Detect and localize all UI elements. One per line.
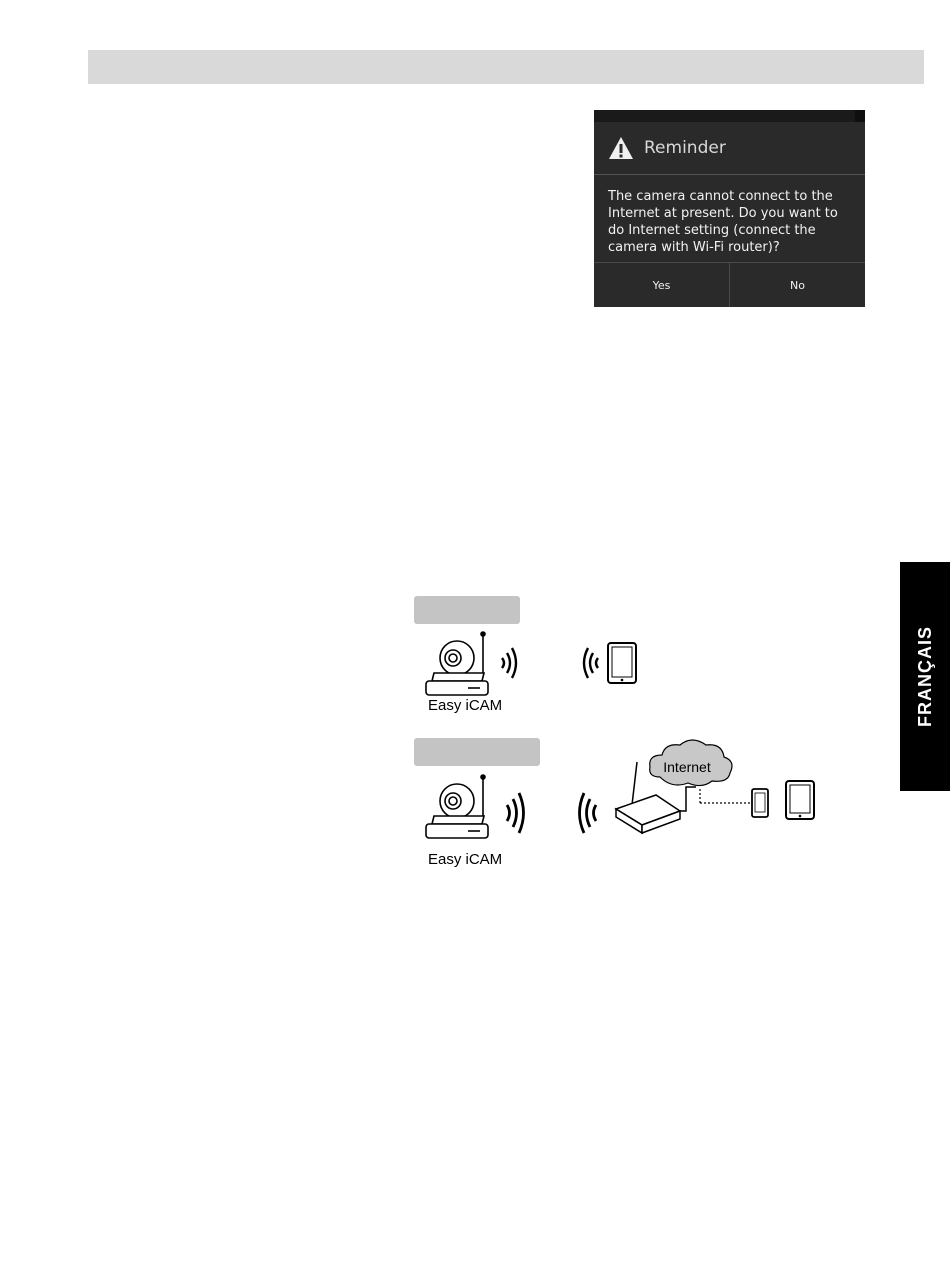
dialog-buttons — [594, 262, 865, 307]
reminder-dialog — [594, 110, 865, 307]
wifi-waves-icon — [584, 648, 598, 678]
wifi-waves-icon — [507, 793, 524, 833]
camera-label: Easy iCAM — [428, 697, 503, 714]
tablet-icon — [608, 643, 636, 683]
warning-icon — [608, 136, 634, 160]
cloud-label: Internet — [663, 759, 711, 775]
yes-button[interactable]: Yes — [652, 278, 671, 292]
dialog-title: Reminder — [644, 138, 726, 158]
connection-diagram — [410, 625, 850, 865]
language-tab — [900, 562, 950, 791]
dialog-title-row — [594, 122, 865, 175]
dialog-top-strip — [594, 110, 865, 122]
wifi-waves-icon — [502, 648, 516, 678]
camera-icon — [426, 775, 488, 838]
mode-label-pill-direct — [414, 596, 520, 624]
dialog-message: The camera cannot connect to the Internet at present. Do you want to do Internet setting (connect the camera with Wi-Fi router)? — [608, 189, 838, 255]
language-tab-label: FRANÇAIS — [914, 626, 935, 727]
header-bar — [88, 50, 924, 84]
no-button[interactable]: No — [729, 263, 865, 307]
camera-label: Easy iCAM — [428, 851, 503, 868]
smartphone-icon — [752, 789, 768, 817]
wifi-waves-icon — [580, 793, 597, 833]
cloud-icon — [650, 740, 732, 786]
tablet-icon — [786, 781, 814, 819]
camera-icon — [426, 632, 488, 695]
